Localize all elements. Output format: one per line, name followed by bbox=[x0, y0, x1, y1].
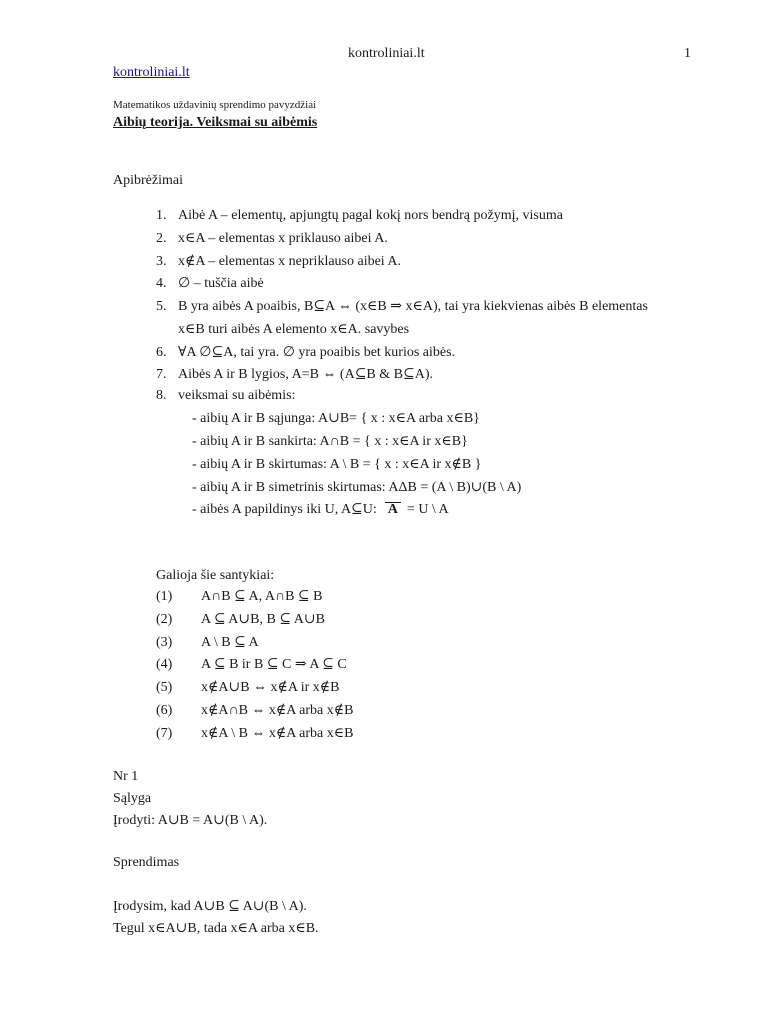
definition-item-continuation bbox=[156, 320, 409, 340]
document-subtitle: Matematikos uždavinių sprendimo pavyzdžiai bbox=[113, 99, 317, 111]
relation-text: x∉A \ B ⇔ x∉A arba x∈B bbox=[201, 726, 354, 741]
definition-number: 6. bbox=[156, 345, 167, 360]
definition-number: 5. bbox=[156, 299, 167, 314]
relation-number: (5) bbox=[156, 680, 173, 695]
definition-item bbox=[156, 274, 264, 294]
relation-text: A ⊆ B ir B ⊆ C ⇒ A ⊆ C bbox=[201, 657, 347, 672]
definition-item bbox=[156, 386, 295, 406]
operation-item: - aibių A ir B sąjunga: A∪B= { x : x∈A arba x∈B} bbox=[192, 411, 480, 426]
relation-number: (3) bbox=[156, 635, 173, 650]
relation-item bbox=[156, 610, 325, 630]
relation-number: (4) bbox=[156, 657, 173, 672]
relation-item bbox=[156, 587, 322, 607]
definition-number: 3. bbox=[156, 254, 167, 269]
definition-item bbox=[156, 365, 433, 385]
operation-item: - aibių A ir B sankirta: A∩B = { x : x∈A ir x∈B} bbox=[192, 434, 468, 449]
complement-symbol: A bbox=[385, 502, 401, 517]
definition-text: ∀A ∅⊆A, tai yra. ∅ yra poaibis bet kurios aibės. bbox=[178, 345, 456, 360]
header-title: kontroliniai.lt bbox=[348, 46, 425, 61]
relation-text: A \ B ⊆ A bbox=[201, 635, 259, 650]
definition-number: 4. bbox=[156, 276, 167, 291]
definition-item bbox=[156, 252, 401, 272]
operation-item: - aibių A ir B simetrinis skirtumas: AΔB = (A \ B)∪(B \ A) bbox=[192, 480, 522, 495]
definition-item bbox=[156, 343, 455, 363]
definition-number: 8. bbox=[156, 388, 167, 403]
definition-text: x∈B turi aibės A elemento x∈A. savybes bbox=[178, 322, 410, 337]
definition-number: 1. bbox=[156, 208, 167, 223]
definition-item bbox=[156, 297, 648, 317]
problem-condition: Įrodyti: A∪B = A∪(B \ A). bbox=[113, 813, 268, 828]
relation-item bbox=[156, 633, 259, 653]
operation-item: - aibių A ir B skirtumas: A \ B = { x : x∈A ir x∉B } bbox=[192, 457, 482, 472]
page-number: 1 bbox=[684, 46, 691, 61]
definition-text: Aibė A – elementų, apjungtų pagal kokį nors bendrą požymį, visuma bbox=[178, 208, 563, 223]
definition-text: Aibės A ir B lygios, A=B ⇔ (A⊆B & B⊆A). bbox=[178, 367, 433, 382]
relation-number: (6) bbox=[156, 703, 173, 718]
relation-number: (2) bbox=[156, 612, 173, 627]
definition-text: B yra aibės A poaibis, B⊆A ⇔ (x∈B ⇒ x∈A), tai yra kiekvienas aibės B elementas bbox=[178, 299, 648, 314]
relation-item bbox=[156, 701, 353, 721]
solution-line: Tegul x∈A∪B, tada x∈A arba x∈B. bbox=[113, 921, 319, 936]
definition-text: veiksmai su aibėmis: bbox=[178, 388, 296, 403]
solution-label: Sprendimas bbox=[113, 855, 180, 870]
relation-text: x∉A∪B ⇔ x∉A ir x∉B bbox=[201, 680, 340, 695]
relation-item bbox=[156, 655, 347, 675]
definition-item bbox=[156, 206, 563, 226]
site-link[interactable]: kontroliniai.lt bbox=[113, 65, 190, 80]
definition-text: x∉A – elementas x nepriklauso aibei A. bbox=[178, 254, 402, 269]
definition-text: x∈A – elementas x priklauso aibei A. bbox=[178, 231, 388, 246]
relation-text: A∩B ⊆ A, A∩B ⊆ B bbox=[201, 589, 323, 604]
definition-text: ∅ – tuščia aibė bbox=[178, 276, 264, 291]
definition-number: 2. bbox=[156, 231, 167, 246]
relation-text: A ⊆ A∪B, B ⊆ A∪B bbox=[201, 612, 325, 627]
relation-number: (1) bbox=[156, 589, 173, 604]
relation-text: x∉A∩B ⇔ x∉A arba x∉B bbox=[201, 703, 354, 718]
definition-number: 7. bbox=[156, 367, 167, 382]
solution-line: Įrodysim, kad A∪B ⊆ A∪(B \ A). bbox=[113, 899, 307, 914]
relation-item bbox=[156, 724, 353, 744]
document-title: Aibių teorija. Veiksmai su aibėmis bbox=[113, 115, 318, 130]
problem-number: Nr 1 bbox=[113, 769, 139, 784]
complement-prefix: - aibės A papildinys iki U, A⊆U: bbox=[192, 502, 377, 517]
definition-item bbox=[156, 229, 388, 249]
section-heading: Apibrėžimai bbox=[113, 173, 183, 188]
problem-condition-label: Sąlyga bbox=[113, 791, 152, 806]
relations-heading: Galioja šie santykiai: bbox=[156, 568, 275, 583]
relation-number: (7) bbox=[156, 726, 173, 741]
relation-item bbox=[156, 678, 340, 698]
operation-item-complement bbox=[192, 500, 449, 520]
complement-suffix: = U \ A bbox=[406, 502, 449, 517]
